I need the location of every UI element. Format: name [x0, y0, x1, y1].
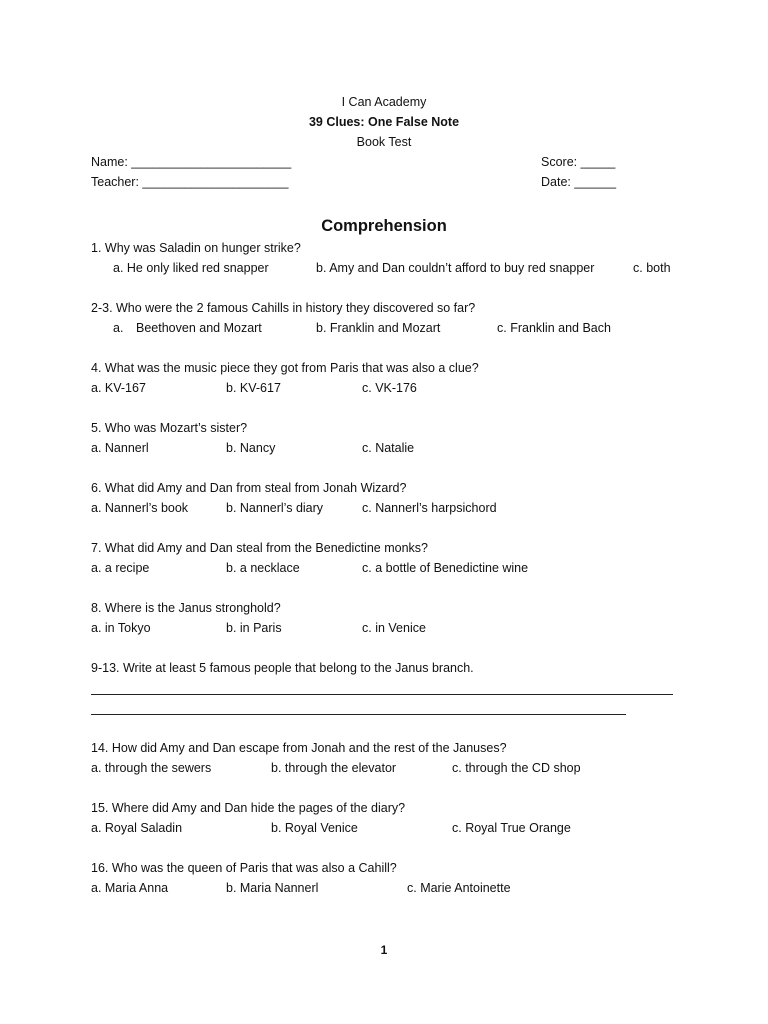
- date-field[interactable]: Date: ______: [541, 175, 617, 189]
- answer-line-2[interactable]: [91, 714, 626, 715]
- question-6: 6. What did Amy and Dan from steal from Jonah Wizard?: [91, 481, 407, 495]
- question-5: 5. Who was Mozart’s sister?: [91, 421, 248, 435]
- option-14c[interactable]: c. through the CD shop: [452, 761, 581, 775]
- option-2a-marker: a.: [113, 321, 124, 335]
- option-7a[interactable]: a. a recipe: [91, 561, 150, 575]
- question-8: 8. Where is the Janus stronghold?: [91, 601, 281, 615]
- option-6c[interactable]: c. Nannerl’s harpsichord: [362, 501, 497, 515]
- option-4a[interactable]: a. KV-167: [91, 381, 146, 395]
- option-2c[interactable]: c. Franklin and Bach: [497, 321, 611, 335]
- section-title: Comprehension: [321, 217, 447, 235]
- option-1c[interactable]: c. both: [633, 261, 671, 275]
- option-6b[interactable]: b. Nannerl’s diary: [226, 501, 324, 515]
- option-8b[interactable]: b. in Paris: [226, 621, 282, 635]
- question-2-3: 2-3. Who were the 2 famous Cahills in history they discovered so far?: [91, 301, 476, 315]
- test-type: Book Test: [356, 135, 412, 149]
- question-7: 7. What did Amy and Dan steal from the Benedictine monks?: [91, 541, 428, 555]
- book-title: 39 Clues: One False Note: [308, 115, 460, 129]
- option-15a[interactable]: a. Royal Saladin: [91, 821, 183, 835]
- option-4b[interactable]: b. KV-617: [226, 381, 281, 395]
- name-field[interactable]: Name: _______________________: [91, 155, 292, 169]
- option-16b[interactable]: b. Maria Nannerl: [226, 881, 319, 895]
- option-5a[interactable]: a. Nannerl: [91, 441, 149, 455]
- teacher-field[interactable]: Teacher: _____________________: [91, 175, 289, 189]
- question-14: 14. How did Amy and Dan escape from Jonah and the rest of the Januses?: [91, 741, 507, 755]
- question-1: 1. Why was Saladin on hunger strike?: [91, 241, 301, 255]
- school-name: I Can Academy: [341, 95, 427, 109]
- option-16c[interactable]: c. Marie Antoinette: [407, 881, 511, 895]
- option-14a[interactable]: a. through the sewers: [91, 761, 212, 775]
- option-2a[interactable]: Beethoven and Mozart: [136, 321, 262, 335]
- option-6a[interactable]: a. Nannerl’s book: [91, 501, 189, 515]
- question-16: 16. Who was the queen of Paris that was also a Cahill?: [91, 861, 397, 875]
- option-5b[interactable]: b. Nancy: [226, 441, 276, 455]
- answer-line-1[interactable]: [91, 694, 673, 695]
- option-8c[interactable]: c. in Venice: [362, 621, 426, 635]
- option-14b[interactable]: b. through the elevator: [271, 761, 397, 775]
- option-2b[interactable]: b. Franklin and Mozart: [316, 321, 441, 335]
- option-16a[interactable]: a. Maria Anna: [91, 881, 169, 895]
- score-field[interactable]: Score: _____: [541, 155, 616, 169]
- option-4c[interactable]: c. VK-176: [362, 381, 417, 395]
- question-4: 4. What was the music piece they got from Paris that was also a clue?: [91, 361, 479, 375]
- page-number: 1: [380, 943, 388, 957]
- option-7c[interactable]: c. a bottle of Benedictine wine: [362, 561, 529, 575]
- option-15c[interactable]: c. Royal True Orange: [452, 821, 571, 835]
- option-1b[interactable]: b. Amy and Dan couldn’t afford to buy red snapper: [316, 261, 595, 275]
- option-15b[interactable]: b. Royal Venice: [271, 821, 358, 835]
- question-15: 15. Where did Amy and Dan hide the pages of the diary?: [91, 801, 406, 815]
- option-1a[interactable]: a. He only liked red snapper: [113, 261, 269, 275]
- option-8a[interactable]: a. in Tokyo: [91, 621, 151, 635]
- option-5c[interactable]: c. Natalie: [362, 441, 415, 455]
- question-9-13: 9-13. Write at least 5 famous people that belong to the Janus branch.: [91, 661, 474, 675]
- option-7b[interactable]: b. a necklace: [226, 561, 300, 575]
